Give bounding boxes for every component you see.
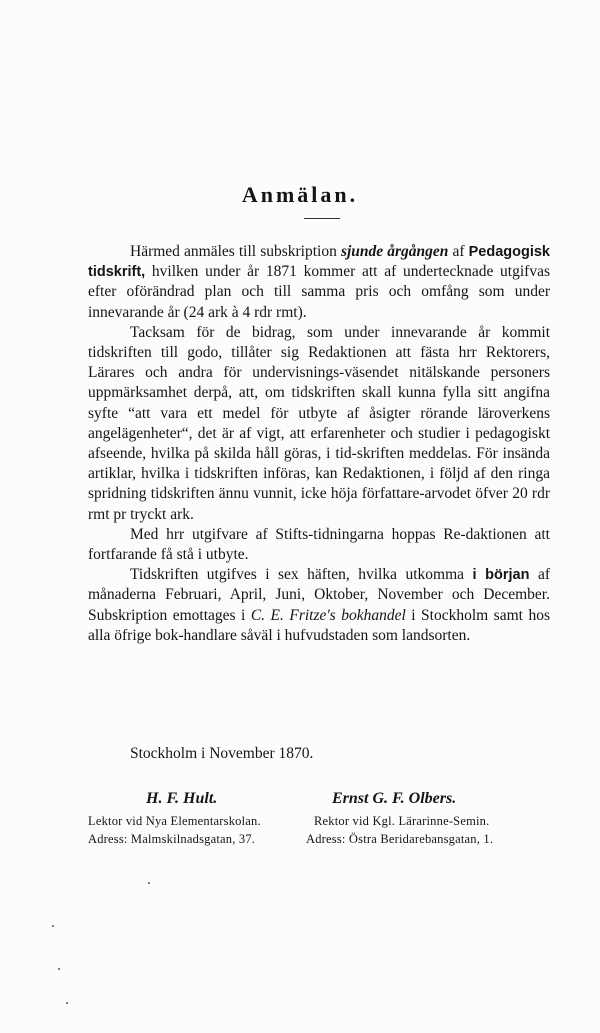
paragraph-3: Med hrr utgifvare af Stifts-tidningarna hoppas Re-daktionen att fortfarande få stå i utbyte. [88, 525, 550, 564]
p4-emphasis: i början [472, 567, 530, 584]
paper-speck [66, 1002, 68, 1004]
p4-text-e: i Stockholm samt hos alla öfrige bok-handlare såväl i hufvudstaden som landsorten. [88, 606, 550, 644]
p4-text-c: af månaderna Februari, April, Juni, Oktober, November och December. Subskription emottages i [88, 566, 551, 624]
p1-journal-name: Pedagogisk tidskrift, [88, 244, 550, 281]
page-title: Anmälan. [241, 182, 359, 207]
signatory-left-address: Adress: Malmskilnadsgatan, 37. [88, 832, 256, 846]
p1-text-e: hvilken under år 1871 kommer att af undertecknade utgifvas efter oförändrad plan och till samma pris och omfång som under innevarande år (24 ark à 4 rdr rmt). [88, 263, 550, 321]
signatory-left-name: H. F. Hult. [146, 790, 218, 807]
paper-speck [58, 968, 60, 970]
signatory-right-address: Adress: Östra Beridarebansgatan, 1. [306, 832, 494, 846]
announcement-body [88, 242, 550, 646]
paragraph-2: Tacksam för de bidrag, som under innevarande år kommit tidskriften till godo, tillåter sig Redaktionen att fästa hrr Rektorers, Lärares och andra för undervisnings-väsendet nitälskande personers uppmärksamhet derpå, att, om tidskriften skall kunna fylla sitt angifna syfte “att vara ett medel för utbyte af åsigter rörande läroverkens angelägenheter“, det är af vigt, att erfarenheter och studier i pedagogiskt afseende, hvilka på skilda håll göras, i tid-skriften meddelas. För insända artiklar, hvilka i tidskriften införas, kan Redaktionen, i följd af den ringa spridning tidskriften ännu vunnit, icke höja författare-arvodet öfver 20 rdr rmt pr tryckt ark. [88, 323, 550, 523]
p1-text-c: af [448, 243, 469, 260]
paper-speck [52, 925, 54, 927]
title-divider [304, 218, 340, 219]
place-date: Stockholm i November 1870. [130, 745, 314, 762]
signatory-right-title: Rektor vid Kgl. Lärarinne-Semin. [314, 814, 490, 828]
p1-emphasis-edition: sjunde årgången [340, 243, 449, 260]
signatory-left-title: Lektor vid Nya Elementarskolan. [88, 814, 261, 828]
paper-speck [148, 882, 150, 884]
paragraph-1 [88, 242, 550, 323]
p1-text-a: Härmed anmäles till subskription [130, 243, 341, 260]
signatory-right-name: Ernst G. F. Olbers. [332, 790, 457, 807]
p4-text-a: Tidskriften utgifves i sex häften, hvilka utkomma [130, 566, 473, 584]
p4-bookshop: C. E. Fritze's bokhandel [250, 606, 406, 624]
paragraph-4 [88, 565, 550, 646]
